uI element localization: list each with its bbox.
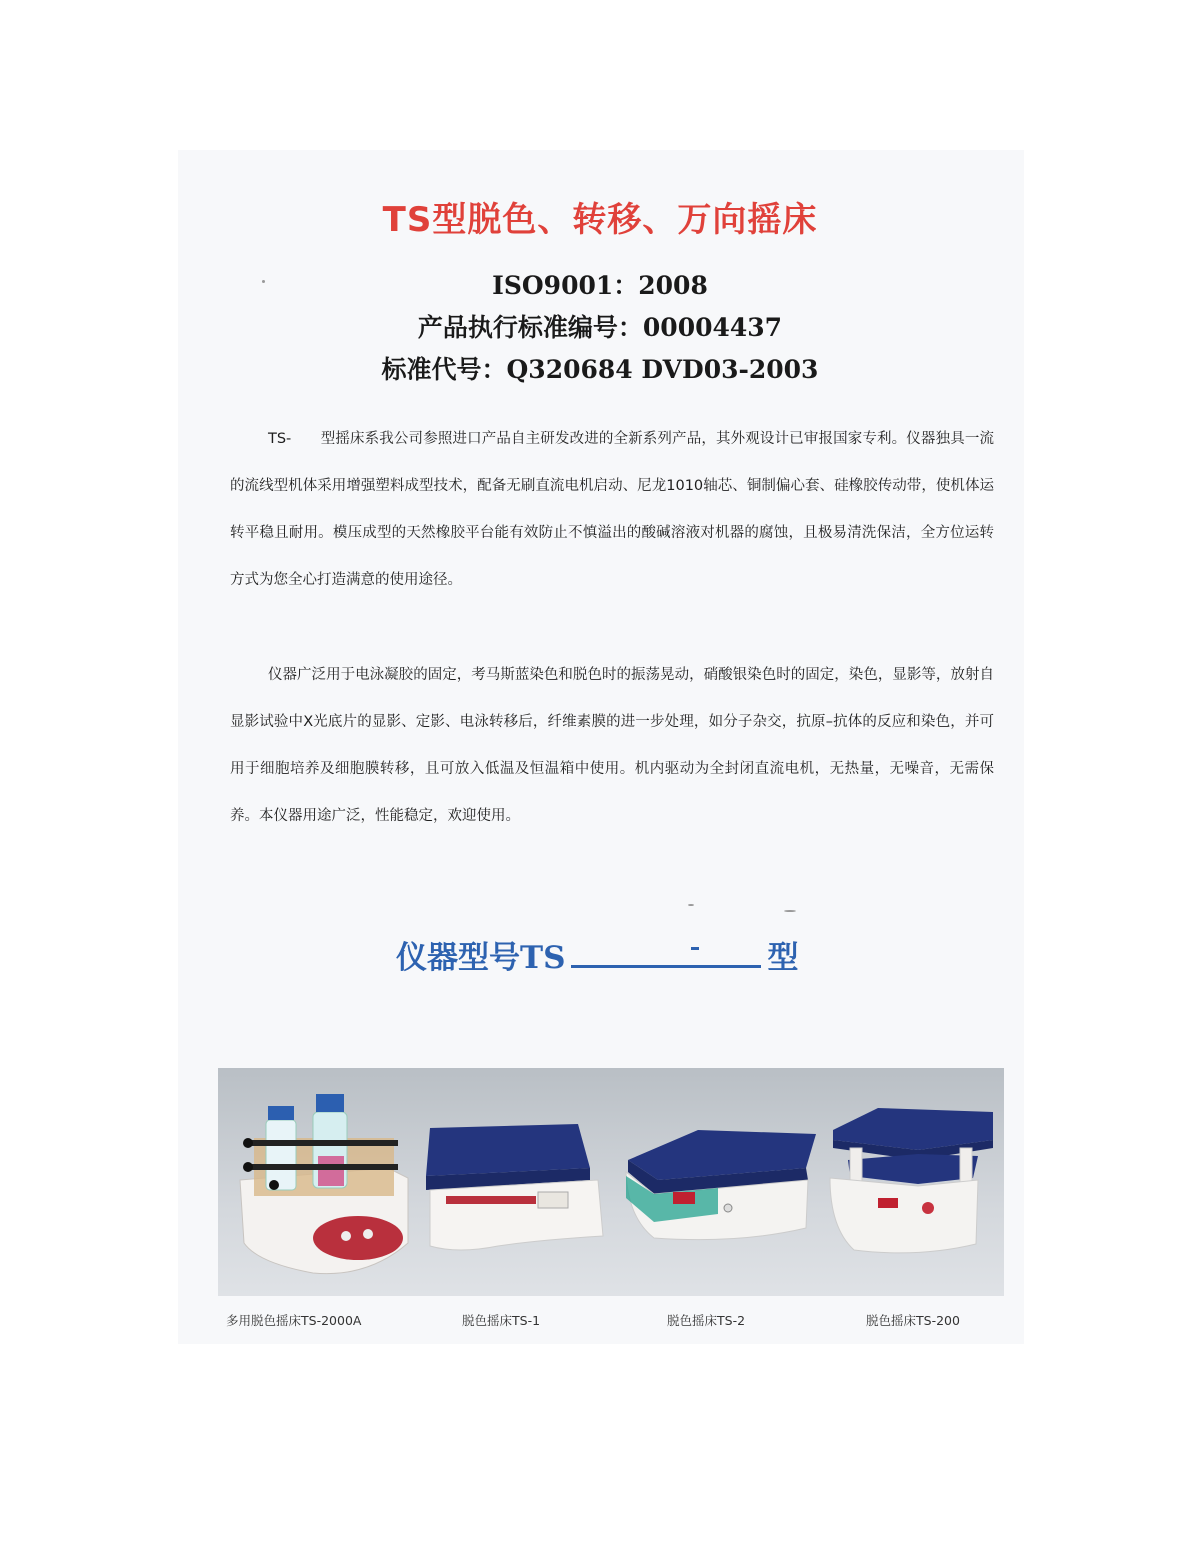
model-blank (571, 937, 761, 968)
scan-speck (784, 910, 796, 912)
caption-ts-2: 脱色摇床TS-2 (667, 1313, 746, 1328)
paragraph-1: TS- 型摇床系我公司参照进口产品自主研发改进的全新系列产品，其外观设计已审报国家专利。仪器独具一流的流线型机体采用增强塑料成型技术，配备无刷直流电机启动、尼龙1010轴芯、铜制偏心套、硅橡胶传动带，使机体运转平稳且耐用。模压成型的天然橡胶平台能有效防止不慎溢出的酸碱溶液对机器的腐蚀，且极易清洗保洁，全方位运转方式为您全心打造满意的使用途径。 (230, 431, 994, 588)
model-prefix: 仪器型号TS (396, 940, 566, 976)
iso-certification: ISO9001：2008 (492, 271, 708, 300)
scan-speck (688, 904, 694, 906)
model-line (396, 932, 798, 977)
model-suffix: 型 (767, 940, 799, 976)
shaker-ts-200-image (830, 1108, 993, 1253)
caption-ts-2000a: 多用脱色摇床TS-2000A (226, 1313, 362, 1328)
usage-paragraph (230, 652, 994, 840)
paragraph-2: 仪器广泛用于电泳凝胶的固定，考马斯蓝染色和脱色时的振荡晃动，硝酸银染色时的固定，染色，显影等，放射自显影试验中X光底片的显影、定影、电泳转移后，纤维素膜的进一步处理，如分子杂交，抗原–抗体的反应和染色，并可用于细胞培养及细胞膜转移，且可放入低温及恒温箱中使用。机内驱动为全封闭直流电机，无热量，无噪音，无需保养。本仪器用途广泛，性能稳定，欢迎使用。 (230, 667, 994, 824)
page-title: TS型脱色、转移、万向摇床 (382, 200, 818, 240)
shaker-ts-2000a-image (240, 1094, 408, 1274)
shaker-ts-2-image (626, 1130, 816, 1240)
caption-ts-200: 脱色摇床TS-200 (866, 1313, 960, 1328)
scan-speck (262, 280, 265, 283)
shaker-ts-1-image (426, 1124, 603, 1250)
intro-paragraph (230, 416, 994, 604)
product-standard-number: 产品执行标准编号：00004437 (417, 313, 783, 342)
standard-code: 标准代号：Q320684 DVD03-2003 (381, 355, 819, 384)
caption-ts-1: 脱色摇床TS-1 (462, 1313, 541, 1328)
product-photo-drawing (218, 1068, 1004, 1296)
product-photo (218, 1068, 1004, 1296)
